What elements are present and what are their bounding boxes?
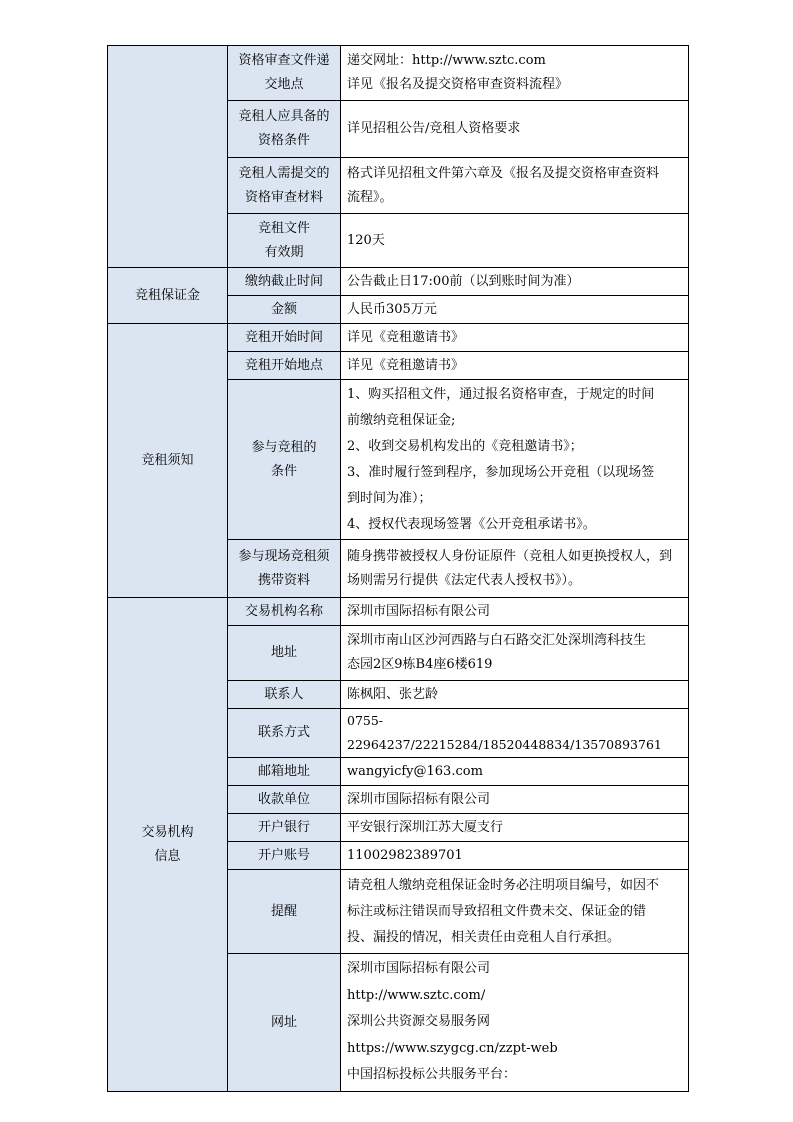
row-label: 交易机构名称: [228, 598, 341, 626]
section-title-agency: 交易机构 信息: [108, 598, 228, 1092]
table-row: [108, 46, 689, 101]
row-label: 金额: [228, 296, 341, 324]
row-value: 11002982389701: [341, 842, 689, 870]
row-value: 随身携带被授权人身份证原件（竞租人如更换授权人，到 场则需另行提供《法定代表人授权书》）。: [341, 540, 689, 598]
row-value: 深圳市南山区沙河西路与白石路交汇处深圳湾科技生 态园2区9栋B4座6楼619: [341, 626, 689, 681]
row-label: 提醒: [228, 870, 341, 954]
row-label: 参与竞租的 条件: [228, 380, 341, 540]
row-value: 详见《竞租邀请书》: [341, 352, 689, 380]
row-label: 收款单位: [228, 786, 341, 814]
row-value: 平安银行深圳江苏大厦支行: [341, 814, 689, 842]
row-value: 深圳市国际招标有限公司: [341, 598, 689, 626]
row-label: 地址: [228, 626, 341, 681]
row-value: 0755-22964237/22215284/18520448834/13570893761: [341, 709, 689, 758]
row-label: 网址: [228, 954, 341, 1092]
row-value: 详见招租公告/竞租人资格要求: [341, 101, 689, 158]
row-value: wangyicfy@163.com: [341, 758, 689, 786]
row-label: 开户银行: [228, 814, 341, 842]
row-label: 竞租文件 有效期: [228, 214, 341, 268]
website-link-sztc[interactable]: http://www.sztc.com/: [347, 987, 486, 1003]
tender-info-table: [107, 45, 689, 1092]
row-label: 邮箱地址: [228, 758, 341, 786]
row-label: 联系方式: [228, 709, 341, 758]
row-label: 资格审查文件递 交地点: [228, 46, 341, 101]
section-title-notice: 竞租须知: [108, 324, 228, 598]
row-value: 详见《竞租邀请书》: [341, 324, 689, 352]
website-link-szygcg[interactable]: https://www.szygcg.cn/zzpt-web: [347, 1040, 558, 1056]
row-value: 深圳市国际招标有限公司: [341, 786, 689, 814]
table-row: [108, 598, 689, 626]
row-label: 竞租人应具备的 资格条件: [228, 101, 341, 158]
row-value: 请竞租人缴纳竞租保证金时务必注明项目编号，如因不 标注或标注错误而导致招租文件费未交、保证金的错 投、漏投的情况，相关责任由竞租人自行承担。: [341, 870, 689, 954]
table-row: [108, 324, 689, 352]
row-label: 开户账号: [228, 842, 341, 870]
row-value: 120天: [341, 214, 689, 268]
row-value: 格式详见招租文件第六章及《报名及提交资格审查资料 流程》。: [341, 158, 689, 214]
row-value: 深圳市国际招标有限公司 http://www.sztc.com/ 深圳公共资源交易服务网 https://www.szygcg.cn/zzpt-web 中国招标投标公共服务平台：: [341, 954, 689, 1092]
row-value: 递交网址：http://www.sztc.com 详见《报名及提交资格审查资料流程》: [341, 46, 689, 101]
row-label: 竞租开始地点: [228, 352, 341, 380]
row-label: 竞租开始时间: [228, 324, 341, 352]
row-value: 1、购买招租文件，通过报名资格审查，于规定的时间 前缴纳竞租保证金; 2、收到交易机构发出的《竞租邀请书》； 3、准时履行签到程序，参加现场公开竞租（以现场签 到时间为准）； 4、授权代表现场签署《公开竞租承诺书》。: [341, 380, 689, 540]
row-value: 陈枫阳、张艺龄: [341, 681, 689, 709]
row-value: 人民币305万元: [341, 296, 689, 324]
row-label: 竞租人需提交的 资格审查材料: [228, 158, 341, 214]
row-label: 联系人: [228, 681, 341, 709]
row-value: 公告截止日17:00前（以到账时间为准）: [341, 268, 689, 296]
section-cell-qualification: [108, 46, 228, 268]
row-label: 缴纳截止时间: [228, 268, 341, 296]
section-title-deposit: 竞租保证金: [108, 268, 228, 324]
row-label: 参与现场竞租须 携带资料: [228, 540, 341, 598]
table-row: [108, 268, 689, 296]
